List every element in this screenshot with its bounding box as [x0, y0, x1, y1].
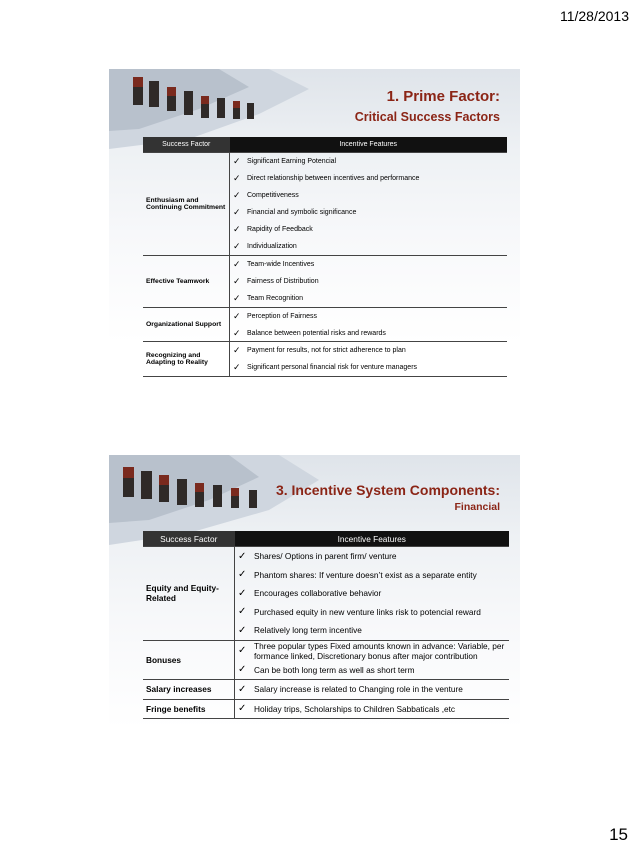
- checkmark-icon: ✓: [238, 550, 247, 562]
- list-item: [233, 273, 504, 290]
- checkmark-icon: ✓: [233, 292, 241, 303]
- features-cell: [235, 699, 510, 719]
- header-incentive-features: Incentive Features: [230, 137, 508, 153]
- feature-text: Perception of Fairness: [247, 312, 318, 320]
- checkmark-icon: ✓: [238, 587, 247, 599]
- checkmark-icon: ✓: [233, 310, 241, 321]
- factor-cell: Bonuses: [143, 640, 235, 680]
- checkmark-icon: ✓: [233, 223, 241, 234]
- checkmark-icon: ✓: [233, 345, 241, 356]
- list-item: [233, 204, 504, 221]
- factor-cell: Salary increases: [143, 680, 235, 700]
- slide-2: [109, 455, 520, 729]
- list-item: [238, 641, 506, 661]
- list-item: [233, 308, 504, 325]
- checkmark-icon: ✓: [233, 258, 241, 269]
- features-cell: [230, 307, 508, 342]
- checkmark-icon: ✓: [238, 645, 247, 656]
- list-item: [233, 290, 504, 307]
- feature-text: Purchased equity in new venture links risk to potencial reward: [254, 606, 481, 617]
- slide-1: [109, 69, 520, 373]
- feature-text: Significant Earning Potencial: [247, 158, 337, 166]
- table-row: [143, 680, 509, 700]
- feature-text: Holiday trips, Scholarships to Children Sabbaticals ,etc: [254, 703, 456, 714]
- checkmark-icon: ✓: [238, 703, 247, 715]
- feature-text: Can be both long term as well as short term: [254, 664, 415, 675]
- feature-text: Payment for results, not for strict adherence to plan: [247, 347, 406, 355]
- factor-cell: Fringe benefits: [143, 699, 235, 719]
- features-cell: [235, 547, 510, 641]
- table-header-row: [143, 137, 507, 153]
- feature-text: Competitiveness: [247, 192, 299, 200]
- feature-text: Team-wide Incentives: [247, 260, 315, 268]
- list-item: [238, 700, 506, 719]
- feature-text: Rapidity of Feedback: [247, 225, 313, 233]
- list-item: [238, 584, 506, 603]
- feature-text: Salary increase is related to Changing role in the venture: [254, 684, 463, 695]
- list-item: [233, 359, 504, 376]
- list-item: [233, 256, 504, 273]
- list-item: [238, 680, 506, 699]
- feature-text: Fairness of Distribution: [247, 277, 319, 285]
- checkmark-icon: ✓: [233, 206, 241, 217]
- table-row: [143, 699, 509, 719]
- table-row: [143, 342, 507, 377]
- list-item: [238, 603, 506, 622]
- list-item: [238, 566, 506, 585]
- list-item: [233, 153, 504, 170]
- slide-1-table: [143, 137, 507, 377]
- slide-2-title: 3. Incentive System Components:: [275, 482, 500, 498]
- checkmark-icon: ✓: [238, 624, 247, 636]
- features-cell: [235, 680, 510, 700]
- feature-text: Phantom shares: If venture doesn’t exist as a separate entity: [254, 569, 477, 580]
- table-row: [143, 256, 507, 308]
- list-item: [238, 661, 506, 680]
- table-header-row: [143, 531, 509, 547]
- feature-text: Shares/ Options in parent firm/ venture: [254, 551, 397, 562]
- feature-text: Encourages collaborative behavior: [254, 588, 382, 599]
- checkmark-icon: ✓: [238, 569, 247, 581]
- feature-text: Balance between potential risks and rewards: [247, 329, 386, 337]
- checkmark-icon: ✓: [238, 664, 247, 676]
- checkmark-icon: ✓: [238, 683, 247, 695]
- list-item: [233, 238, 504, 255]
- feature-text: Individualization: [247, 242, 297, 250]
- factor-cell: Effective Teamwork: [143, 256, 230, 308]
- list-item: [238, 621, 506, 640]
- checkmark-icon: ✓: [238, 606, 247, 618]
- page-number: 15: [609, 825, 628, 844]
- list-item: [233, 221, 504, 238]
- features-cell: [235, 640, 510, 680]
- factor-cell: Organizational Support: [143, 307, 230, 342]
- header-success-factor: Success Factor: [143, 137, 230, 153]
- feature-text: Significant personal financial risk for venture managers: [247, 364, 418, 372]
- list-item: [238, 547, 506, 566]
- list-item: [233, 170, 504, 187]
- features-cell: [230, 342, 508, 377]
- checkmark-icon: ✓: [233, 190, 241, 201]
- table-row: [143, 640, 509, 680]
- checkmark-icon: ✓: [233, 173, 241, 184]
- checkmark-icon: ✓: [233, 275, 241, 286]
- feature-text: Financial and symbolic significance: [247, 208, 357, 216]
- features-cell: [230, 256, 508, 308]
- table-row: [143, 547, 509, 641]
- header-incentive-features: Incentive Features: [235, 531, 510, 547]
- factor-cell: Recognizing and Adapting to Reality: [143, 342, 230, 377]
- table-row: [143, 307, 507, 342]
- checkmark-icon: ✓: [233, 327, 241, 338]
- date: 11/28/2013: [559, 8, 629, 24]
- list-item: [233, 325, 504, 342]
- table-row: [143, 153, 507, 256]
- feature-text: Three popular types Fixed amounts known in advance: Variable, per formance linked, Discretionary bonus after major contribution: [254, 640, 505, 661]
- feature-text: Relatively long term incentive: [254, 625, 362, 636]
- slide-2-subtitle: Financial: [454, 501, 500, 513]
- features-cell: [230, 153, 508, 256]
- feature-text: Direct relationship between incentives and performance: [247, 175, 420, 183]
- list-item: [233, 187, 504, 204]
- list-item: [233, 342, 504, 359]
- checkmark-icon: ✓: [233, 362, 241, 373]
- feature-text: Team Recognition: [247, 294, 304, 302]
- factor-cell: Equity and Equity-Related: [143, 547, 235, 641]
- checkmark-icon: ✓: [233, 240, 241, 251]
- slide-1-subtitle: Critical Success Factors: [354, 110, 500, 124]
- header-success-factor: Success Factor: [143, 531, 235, 547]
- slide-2-table: [143, 531, 509, 719]
- factor-cell: Enthusiasm and Continuing Commitment: [143, 153, 230, 256]
- checkmark-icon: ✓: [233, 156, 241, 167]
- slide-1-title: 1. Prime Factor:: [386, 88, 500, 105]
